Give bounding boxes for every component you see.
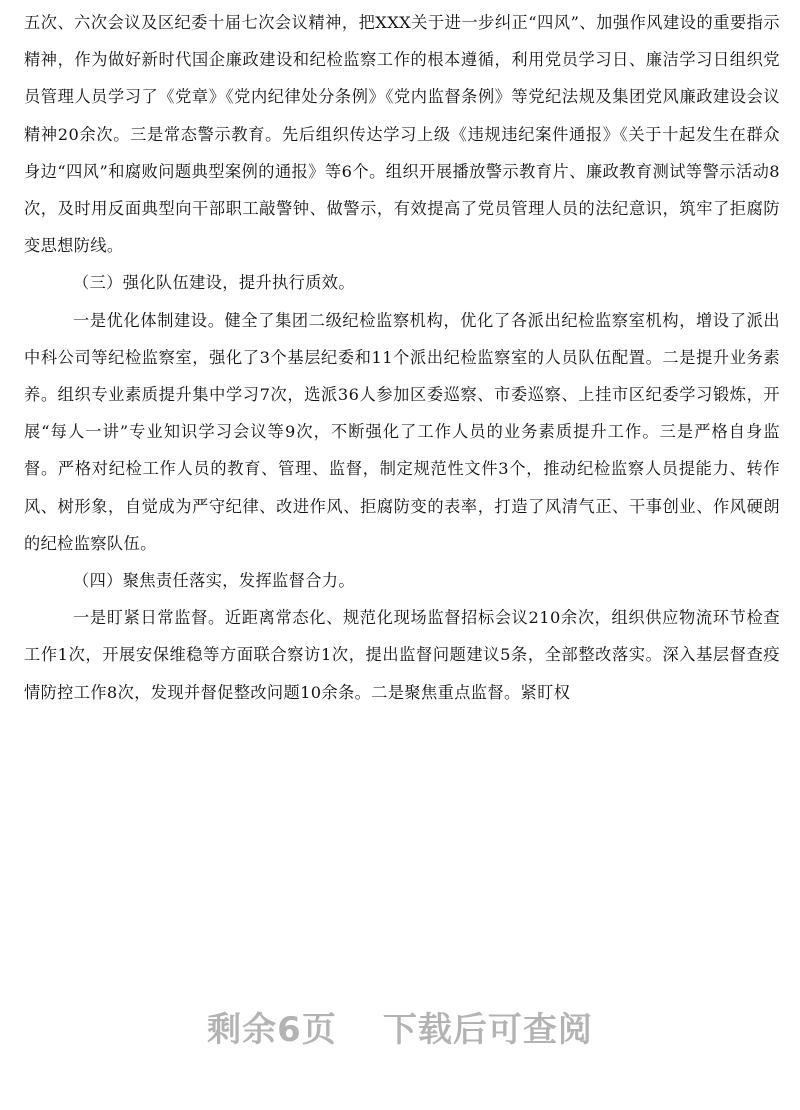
document-body: [24, 4, 780, 711]
download-to-view-text: 下载后可查阅: [382, 1010, 593, 1050]
download-prompt-banner[interactable]: [0, 1002, 800, 1051]
paragraph-daily-supervision: 一是盯紧日常监督。近距离常态化、规范化现场监督招标会议210余次，组织供应物流环节检查工作1次，开展安保维稳等方面联合察访1次，提出监督问题建议5条，全部整改落实。深入基层督查疫情防控工作8次，发现并督促整改问题10余条。二是聚焦重点监督。紧盯权: [24, 608, 780, 702]
section-heading-team-building: （三）强化队伍建设，提升执行质效。: [73, 273, 355, 293]
section-heading-responsibility: （四）聚焦责任落实，发挥监督合力。: [73, 571, 355, 591]
paragraph-discipline-education: 五次、六次会议及区纪委十届七次会议精神，把XXX关于进一步纠正“四风”、加强作风建设的重要指示精神，作为做好新时代国企廉政建设和纪检监察工作的根本遵循，利用党员学习日、廉洁学习日组织党员管理人员学习了《党章》《党内纪律处分条例》《党内监督条例》等党纪法规及集团党风廉政建设会议精神20余次。三是常态警示教育。先后组织传达学习上级《违规违纪案件通报》《关于十起发生在群众身边“四风”和腐败问题典型案例的通报》等6个。组织开展播放警示教育片、廉政教育测试等警示活动8次，及时用反面典型向干部职工敲警钟、做警示，有效提高了党员管理人员的法纪意识，筑牢了拒腐防变思想防线。: [24, 13, 780, 256]
paragraph-team-building: 一是优化体制建设。健全了集团二级纪检监察机构，优化了各派出纪检监察室机构，增设了派出中科公司等纪检监察室，强化了3个基层纪委和11个派出纪检监察室的人员队伍配置。二是提升业务素养。组织专业素质提升集中学习7次，选派36人参加区委巡察、市委巡察、上挂市区纪委学习锻炼，开展“每人一讲”专业知识学习会议等9次，不断强化了工作人员的业务素质提升工作。三是严格自身监督。严格对纪检工作人员的教育、管理、监督，制定规范性文件3个，推动纪检监察人员提能力、转作风、树形象，自觉成为严守纪律、改进作风、拒腐防变的表率，打造了风清气正、干事创业、作风硬朗的纪检监察队伍。: [24, 310, 780, 553]
remaining-pages-text: 剩余6页: [207, 1010, 337, 1050]
